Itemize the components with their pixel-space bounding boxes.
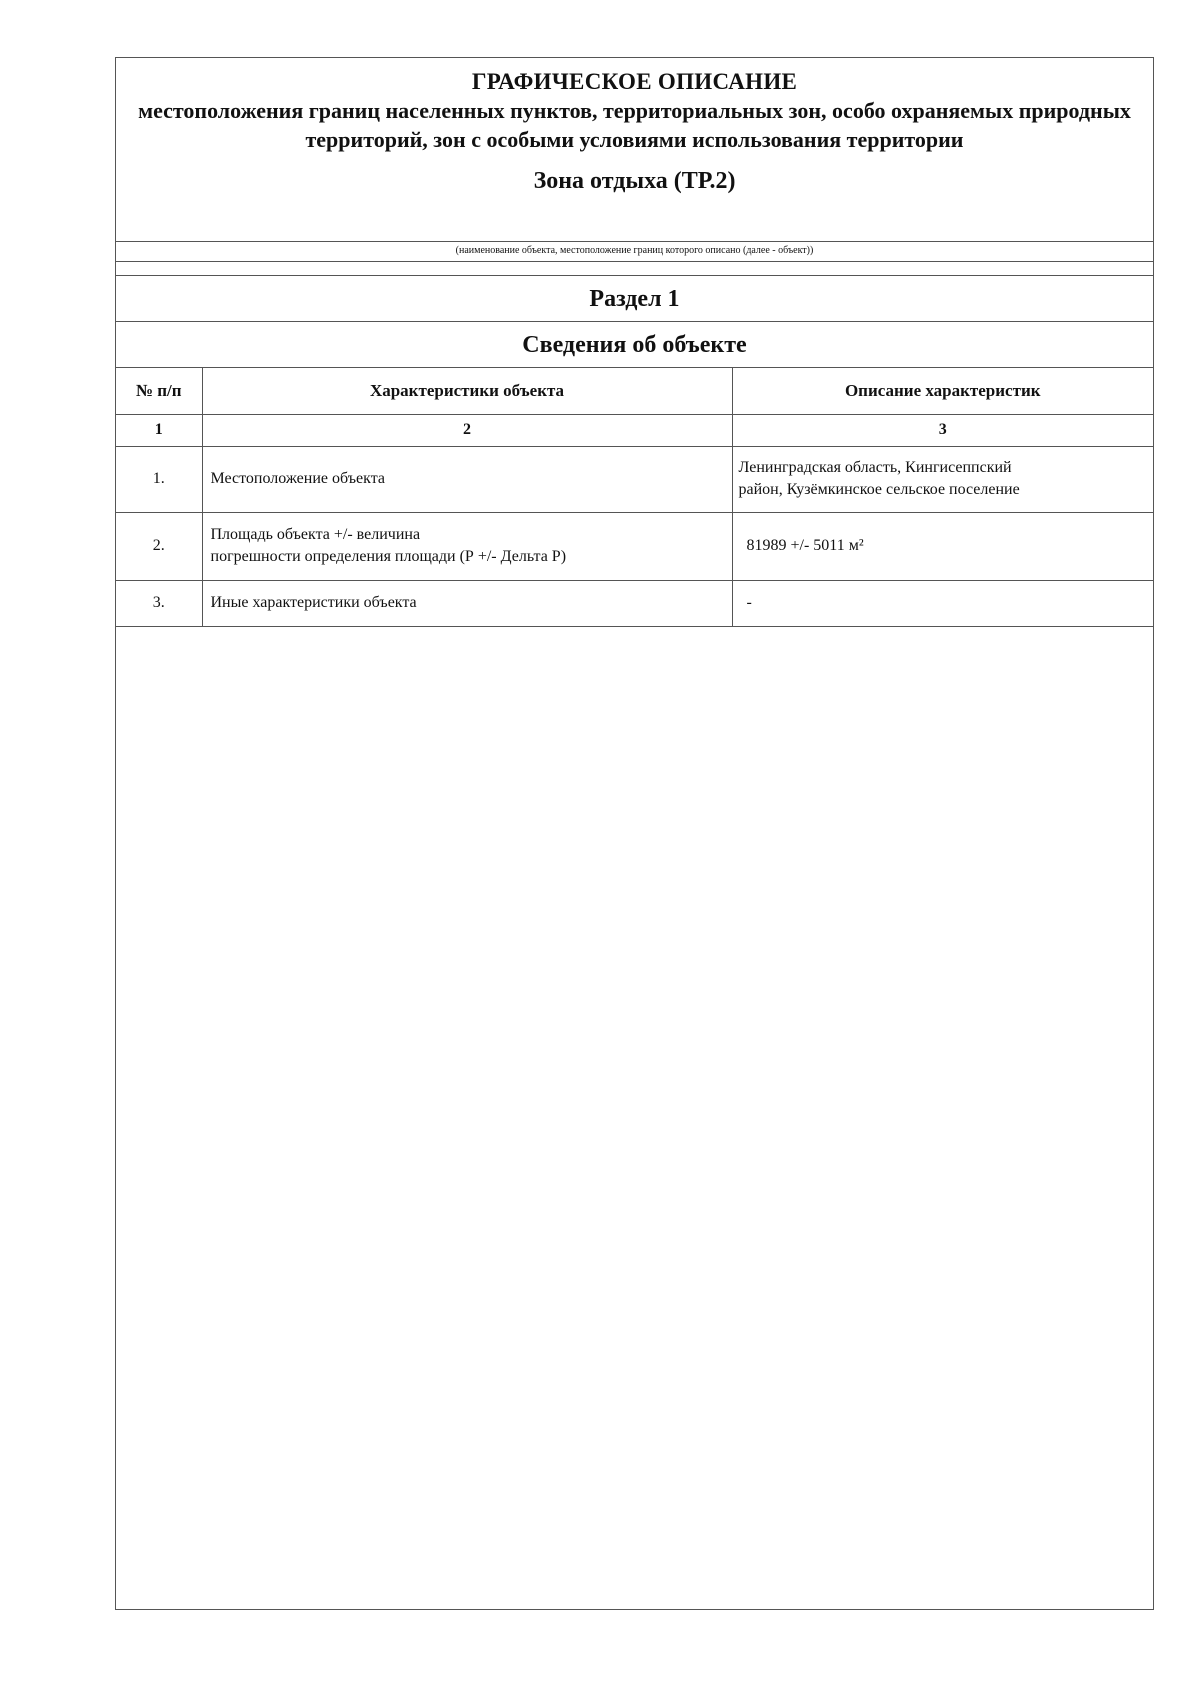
row-characteristic bbox=[202, 512, 732, 580]
row-number: 1. bbox=[116, 446, 202, 512]
other-characteristics-value: - bbox=[746, 594, 752, 611]
header-number: № п/п bbox=[116, 368, 202, 414]
row-description bbox=[732, 580, 1153, 626]
column-number-2: 2 bbox=[202, 414, 732, 446]
row-description-line: Ленинградская область, Кингисеппский bbox=[738, 459, 1012, 476]
object-caption: (наименование объекта, местоположение границ которого описано (далее - объект)) bbox=[116, 242, 1153, 262]
section-heading: Раздел 1 bbox=[116, 276, 1153, 322]
object-attributes-table bbox=[116, 368, 1153, 627]
table-row bbox=[116, 512, 1153, 580]
row-description bbox=[732, 512, 1153, 580]
header-description: Описание характеристик bbox=[732, 368, 1153, 414]
row-number: 3. bbox=[116, 580, 202, 626]
column-number-row bbox=[116, 414, 1153, 446]
header-characteristics: Характеристики объекта bbox=[202, 368, 732, 414]
object-name: Зона отдыха (ТР.2) bbox=[533, 168, 736, 194]
row-characteristic: Местоположение объекта bbox=[202, 446, 732, 512]
area-value: 81989 +/- 5011 м² bbox=[746, 537, 864, 554]
row-characteristic-line: Площадь объекта +/- величина bbox=[210, 526, 421, 543]
table-row bbox=[116, 446, 1153, 512]
document-frame bbox=[115, 57, 1154, 1610]
row-number: 2. bbox=[116, 512, 202, 580]
row-description bbox=[732, 446, 1153, 512]
document-subtitle: местоположения границ населенных пунктов, территориальных зон, особо охраняемых природных территорий, зон с особыми условиями использования территории bbox=[138, 98, 1131, 152]
row-characteristic-line: погрешности определения площади (Р +/- Дельта Р) bbox=[210, 548, 567, 565]
document-header bbox=[116, 58, 1153, 242]
document-title: ГРАФИЧЕСКОЕ ОПИСАНИЕ bbox=[471, 69, 798, 94]
row-description-line: район, Кузёмкинское сельское поселение bbox=[738, 481, 1020, 498]
table-row bbox=[116, 580, 1153, 626]
spacer-row bbox=[116, 262, 1153, 276]
table-header-row bbox=[116, 368, 1153, 414]
section-title: Сведения об объекте bbox=[116, 322, 1153, 368]
column-number-1: 1 bbox=[116, 414, 202, 446]
column-number-3: 3 bbox=[732, 414, 1153, 446]
row-characteristic: Иные характеристики объекта bbox=[202, 580, 732, 626]
